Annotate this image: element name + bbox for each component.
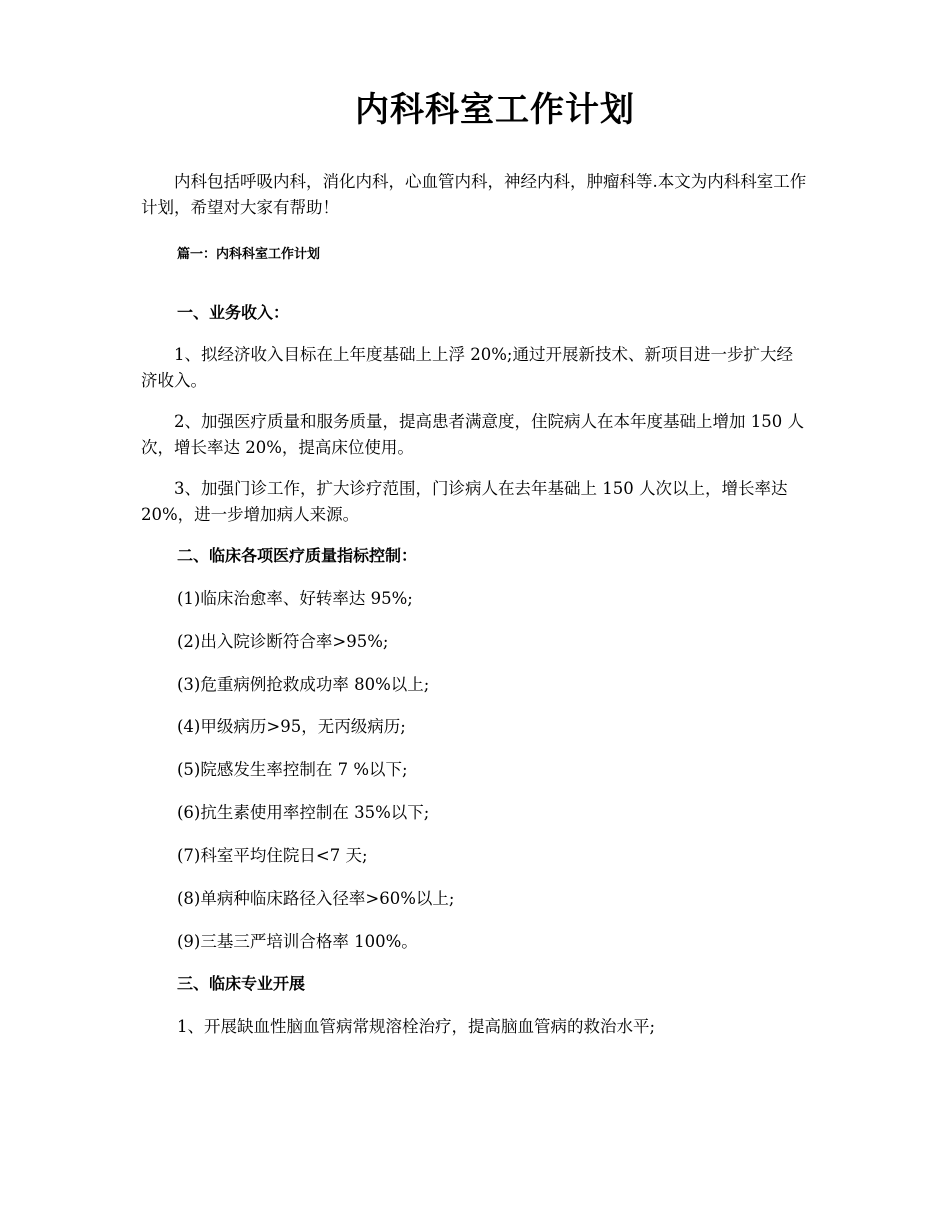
revenue-item-2: 2、加强医疗质量和服务质量，提高患者满意度，住院病人在本年度基础上增加 150 人次，增长率达 20%，提高床位使用。 [141,412,804,457]
quality-item-2: (2)出入院诊断符合率>95%; [177,632,389,651]
quality-item-1: (1)临床治愈率、好转率达 95%; [177,589,413,608]
document-title: 内科科室工作计划 [355,90,635,130]
revenue-item-1: 1、拟经济收入目标在上年度基础上上浮 20%;通过开展新技术、新项目进一步扩大经济收入。 [141,345,793,390]
quality-item-3: (3)危重病例抢救成功率 80%以上; [177,675,430,694]
section-heading-clinical: 三、临床专业开展 [177,974,306,993]
quality-item-7: (7)科室平均住院日<7 天; [177,846,368,865]
section-heading-quality: 二、临床各项医疗质量指标控制： [177,546,418,565]
clinical-item-1: 1、开展缺血性脑血管病常规溶栓治疗，提高脑血管病的救治水平; [177,1017,656,1036]
quality-item-5: (5)院感发生率控制在 7 %以下; [177,760,408,779]
chapter-heading: 篇一：内科科室工作计划 [177,247,321,262]
quality-item-8: (8)单病种临床路径入径率>60%以上; [177,889,455,908]
section-heading-revenue: 一、业务收入： [177,303,290,322]
quality-item-4: (4)甲级病历>95，无丙级病历; [177,717,406,736]
quality-item-9: (9)三基三严培训合格率 100%。 [177,932,418,951]
intro-paragraph: 内科包括呼吸内科，消化内科，心血管内科，神经内科，肿瘤科等.本文为内科科室工作计划，希望对大家有帮助！ [141,172,807,217]
quality-item-6: (6)抗生素使用率控制在 35%以下; [177,803,430,822]
revenue-item-3: 3、加强门诊工作，扩大诊疗范围，门诊病人在去年基础上 150 人次以上，增长率达 20%，进一步增加病人来源。 [141,479,788,524]
